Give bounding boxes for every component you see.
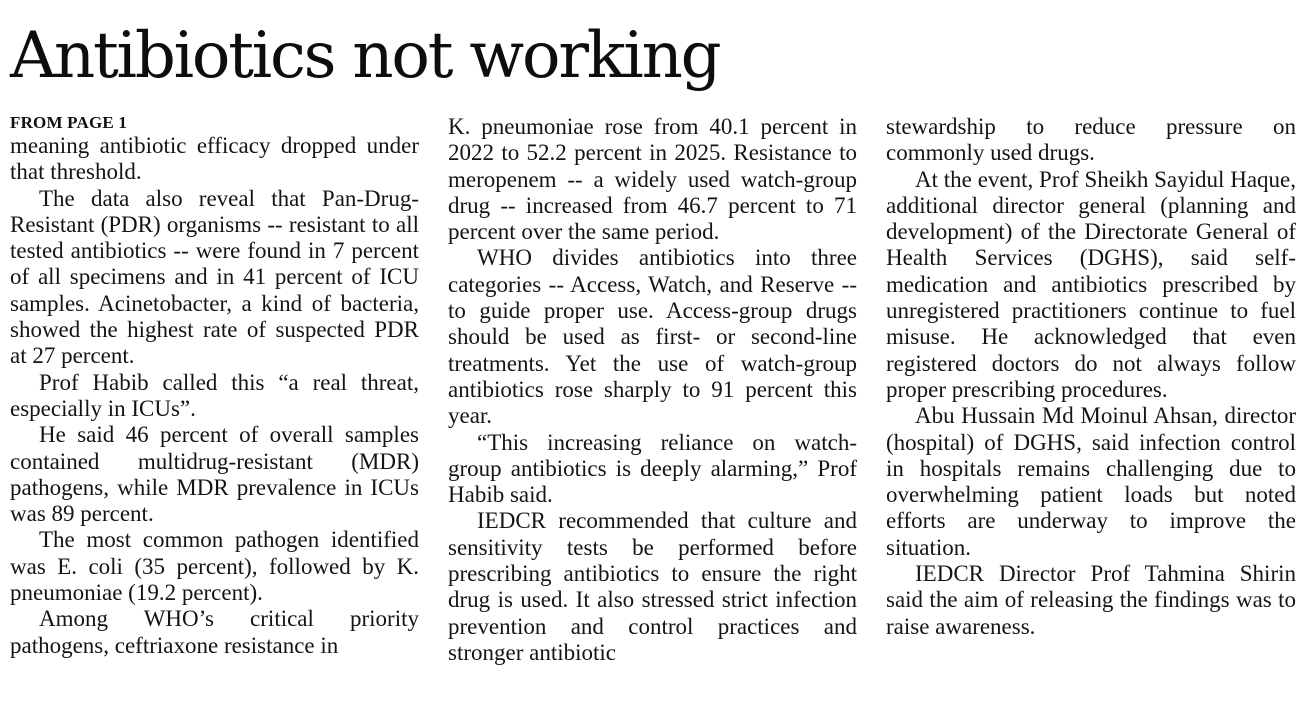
- paragraph: Abu Hussain Md Moinul Ahsan, director (hospital) of DGHS, said infection control in hospitals remains challenging due to overwhelming patient loads but noted efforts are underway to improve the situation.: [886, 403, 1296, 560]
- headline: Antibiotics not working: [10, 19, 720, 93]
- paragraph: Prof Habib called this “a real threat, especially in ICUs”.: [10, 369, 419, 421]
- paragraph: WHO divides antibiotics into three categories -- Access, Watch, and Reserve -- to guide proper use. Access-group drugs should be used as first- or second-line treatments. Yet the use of watch-group antibiotics rose sharply to 91 percent this year.: [448, 245, 857, 429]
- article-column-3: [886, 114, 1296, 640]
- paragraph: IEDCR recommended that culture and sensitivity tests be performed before prescribing antibiotics to ensure the right drug is used. It also stressed strict infection prevention and control practices and stronger antibiotic: [448, 508, 857, 665]
- paragraph: K. pneumoniae rose from 40.1 percent in 2022 to 52.2 percent in 2025. Resistance to meropenem -- a widely used watch-group drug -- increased from 46.7 percent to 71 percent over the same period.: [448, 114, 857, 245]
- paragraph: “This increasing reliance on watch-group antibiotics is deeply alarming,” Prof Habib said.: [448, 429, 857, 508]
- article-column-1: [10, 114, 419, 659]
- paragraph: stewardship to reduce pressure on commonly used drugs.: [886, 114, 1296, 166]
- paragraph: He said 46 percent of overall samples contained multidrug-resistant (MDR) pathogens, while MDR prevalence in ICUs was 89 percent.: [10, 422, 419, 527]
- paragraph: Among WHO’s critical priority pathogens, ceftriaxone resistance in: [10, 606, 419, 658]
- continued-from-kicker: FROM PAGE 1: [10, 113, 128, 132]
- paragraph: The most common pathogen identified was E. coli (35 percent), followed by K. pneumoniae (19.2 percent).: [10, 527, 419, 606]
- paragraph: The data also reveal that Pan-Drug-Resistant (PDR) organisms -- resistant to all tested antibiotics -- were found in 7 percent of all specimens and in 41 percent of ICU samples. Acinetobacter, a kind of bacteria, showed the highest rate of suspected PDR at 27 percent.: [10, 185, 419, 369]
- article-column-2: [448, 114, 857, 666]
- paragraph: meaning antibiotic efficacy dropped under that threshold.: [10, 133, 419, 185]
- paragraph: IEDCR Director Prof Tahmina Shirin said the aim of releasing the findings was to raise awareness.: [886, 561, 1296, 639]
- paragraph: At the event, Prof Sheikh Sayidul Haque, additional director general (planning and development) of the Directorate General of Health Services (DGHS), said self-medication and antibiotics prescribed by unregistered practitioners continue to fuel misuse. He acknowledged that even registered doctors do not always follow proper prescribing procedures.: [886, 166, 1296, 402]
